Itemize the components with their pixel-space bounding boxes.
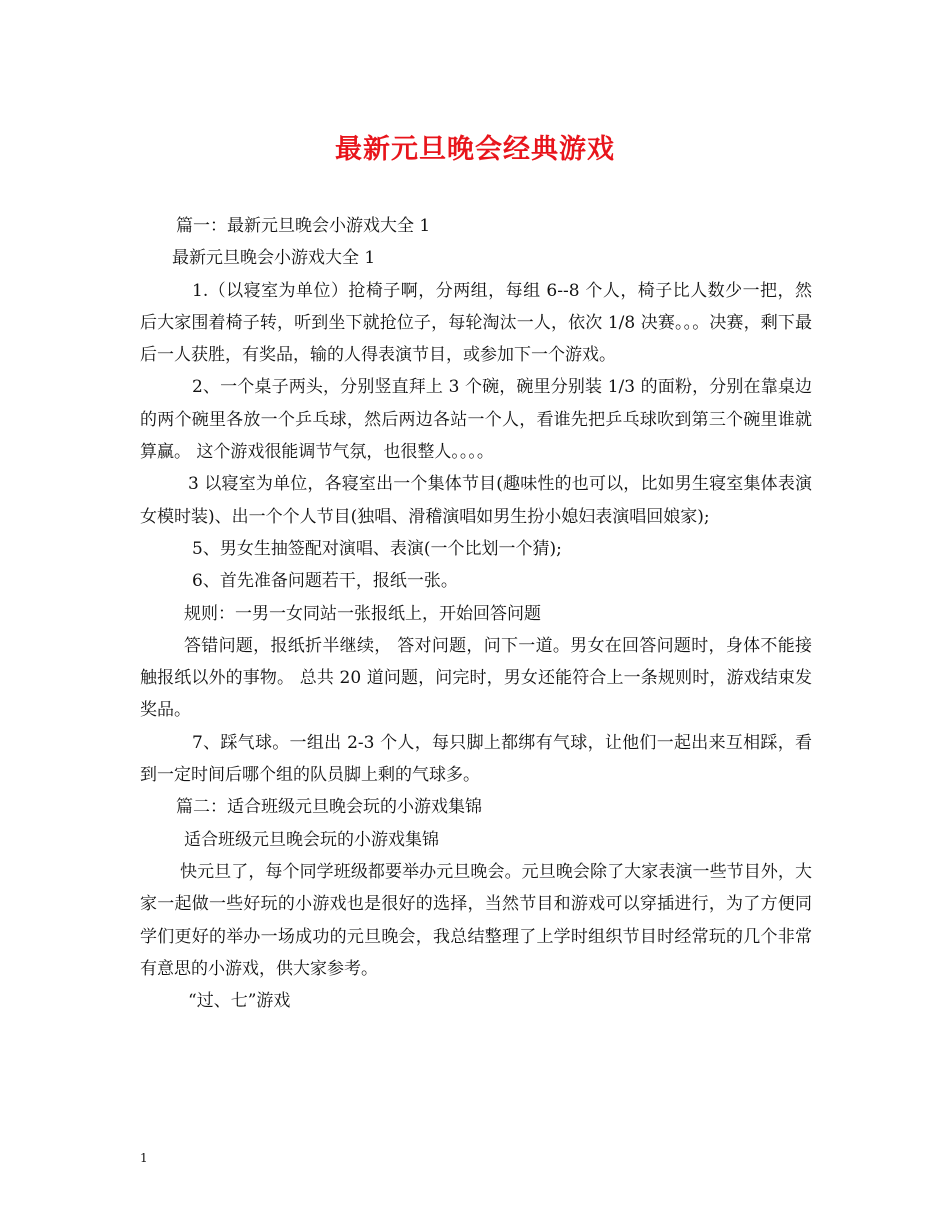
subheading-1: 最新元旦晚会小游戏大全 1	[172, 248, 376, 269]
paragraph-game-7: 7、踩气球。一组出 2-3 个人，每只脚上都绑有气球，让他们一起出来互相踩，看到一定时间后哪个组的队员脚上剩的气球多。	[140, 732, 812, 786]
paragraph-game-3: 3 以寝室为单位，各寝室出一个集体节目(趣味性的也可以，比如男生寝室集体表演女模时装)、出一个个人节目(独唱、滑稽演唱如男生扮小媳妇表演唱回娘家);	[140, 474, 812, 527]
paragraph-intro: 快元旦了，每个同学班级都要举办元旦晚会。元旦晚会除了大家表演一些节目外，大家一起做一些好玩的小游戏也是很好的选择，当然节目和游戏可以穿插进行，为了方便同学们更好的举办一场成功的元旦晚会，我总结整理了上学时组织节目时经常玩的几个非常有意思的小游戏，供大家参考。	[140, 861, 812, 979]
paragraph-rules-detail: 答错问题，报纸折半继续， 答对问题，问下一道。男女在回答问题时，身体不能接触报纸以外的事物。 总共 20 道问题，问完时，男女还能符合上一条规则时，游戏结束发奖品。	[140, 635, 812, 721]
page-number: 1	[140, 1151, 148, 1165]
subheading-guo-qi: “过、七”游戏	[188, 991, 291, 1012]
paragraph-rules: 规则：一男一女同站一张报纸上，开始回答问题	[184, 603, 541, 624]
paragraph-game-2: 2、一个桌子两头，分别竖直拜上 3 个碗，碗里分别装 1/3 的面粉，分别在靠桌边的两个碗里各放一个乒乓球，然后两边各站一个人，看谁先把乒乓球吹到第三个碗里谁就算赢。 这个游戏很能调节气氛，也很整人。。。。	[140, 377, 812, 463]
section-heading-2: 篇二：适合班级元旦晚会玩的小游戏集锦	[176, 797, 482, 818]
paragraph-game-6: 6、首先准备问题若干，报纸一张。	[192, 571, 458, 592]
paragraph-game-5: 5、男女生抽签配对演唱、表演(一个比划一个猜);	[192, 538, 562, 559]
subheading-2: 适合班级元旦晚会玩的小游戏集锦	[184, 829, 439, 850]
page-title: 最新元旦晚会经典游戏	[335, 134, 615, 165]
document-body	[140, 210, 812, 1017]
section-heading-1: 篇一：最新元旦晚会小游戏大全 1	[176, 216, 431, 236]
paragraph-game-1: 1.（以寝室为单位）抢椅子啊，分两组，每组 6--8 个人，椅子比人数少一把，然后大家围着椅子转，听到坐下就抢位子，每轮淘汰一人，依次 1/8 决赛。。。决赛，剩下最后一人获胜，有奖品，输的人得表演节目，或参加下一个游戏。	[140, 280, 812, 366]
